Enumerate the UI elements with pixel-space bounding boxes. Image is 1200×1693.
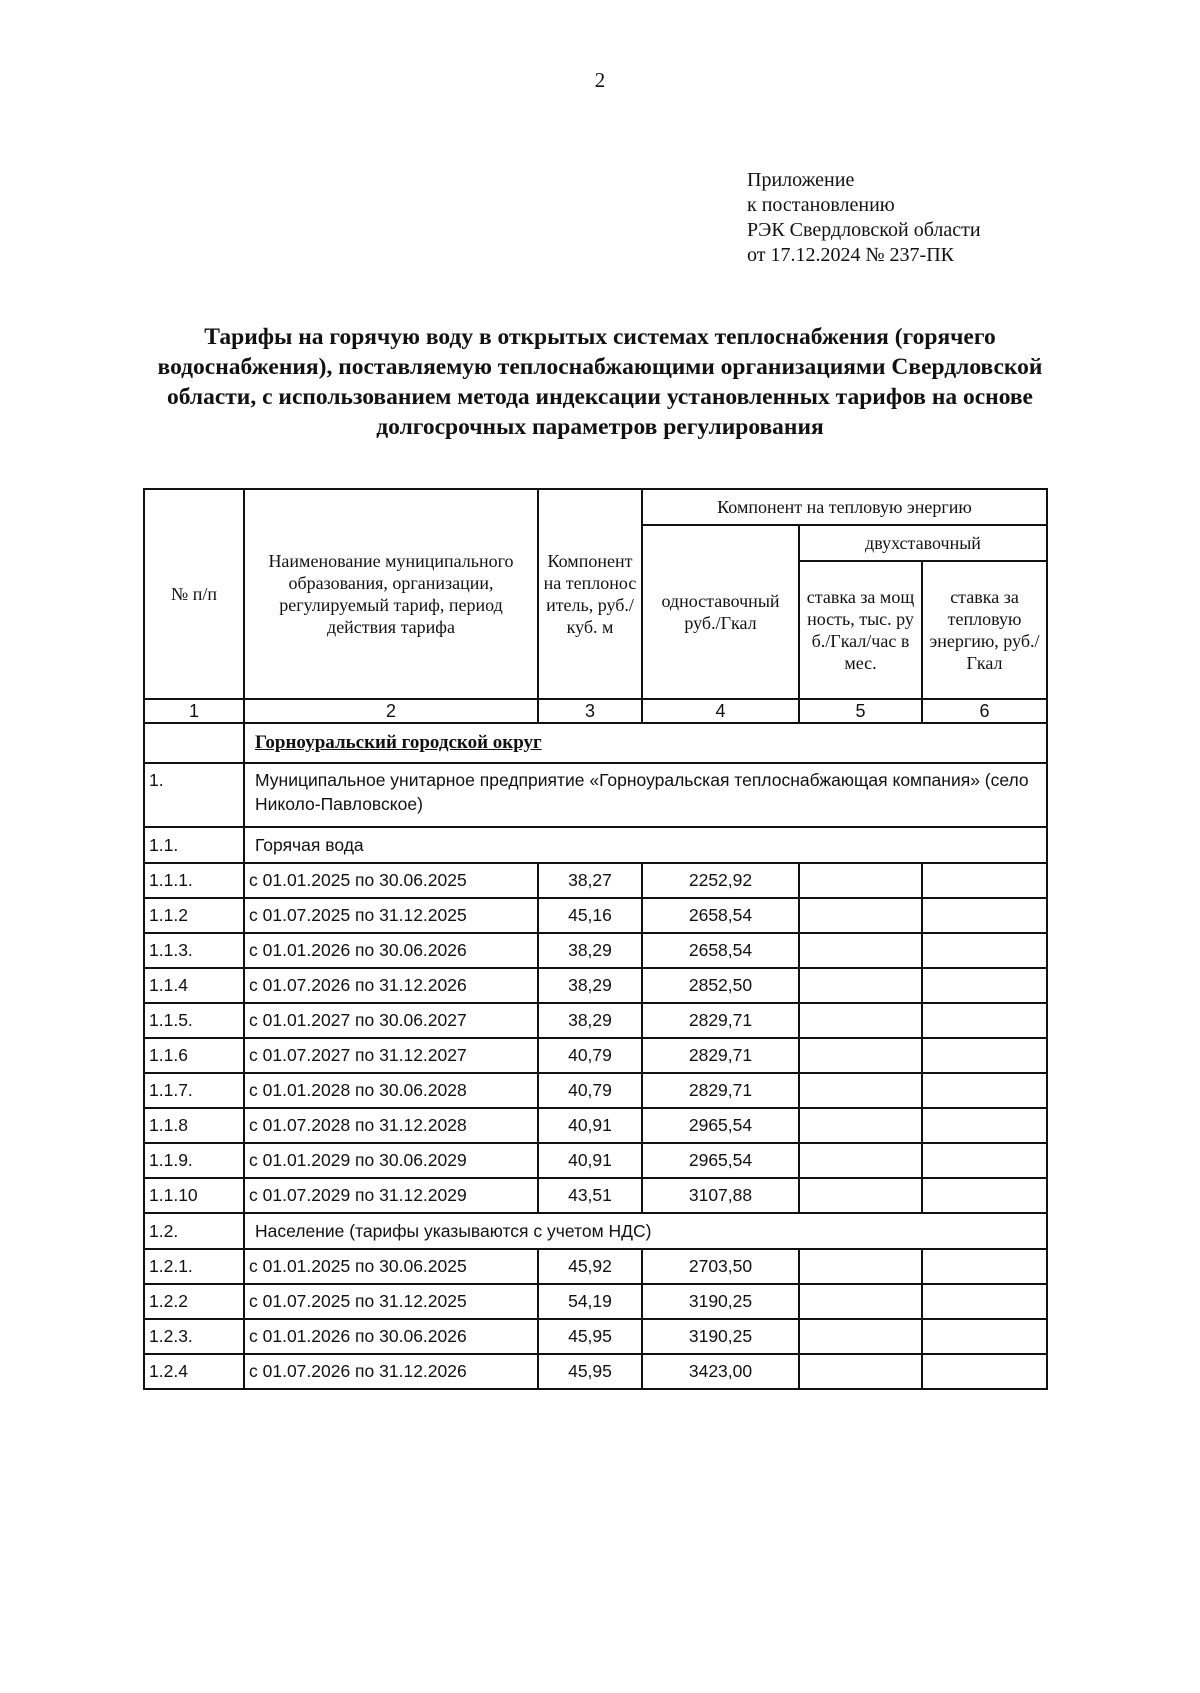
row-energy-rate — [922, 1108, 1047, 1143]
table-row — [144, 863, 1047, 898]
row-carrier-component: 38,29 — [538, 968, 642, 1003]
header-energy-group: Компонент на тепловую энергию — [642, 489, 1047, 525]
table-row — [144, 1178, 1047, 1213]
org-name: Муниципальное унитарное предприятие «Горноуральская теплоснабжающая компания» (село Николо-Павловское) — [244, 763, 1047, 827]
row-carrier-component: 45,92 — [538, 1249, 642, 1284]
row-period: с 01.01.2027 по 30.06.2027 — [244, 1003, 538, 1038]
row-capacity-rate — [799, 1319, 922, 1354]
row-energy-rate — [922, 1354, 1047, 1389]
column-number: 2 — [244, 699, 538, 723]
row-carrier-component: 38,29 — [538, 1003, 642, 1038]
row-capacity-rate — [799, 1178, 922, 1213]
row-num: 1.1.1. — [144, 863, 244, 898]
appendix-line: Приложение — [747, 169, 855, 191]
row-energy-rate — [922, 1038, 1047, 1073]
row-energy-rate — [922, 968, 1047, 1003]
table-row — [144, 1038, 1047, 1073]
row-num: 1.1.6 — [144, 1038, 244, 1073]
table-row — [144, 1354, 1047, 1389]
row-single-rate: 2252,92 — [642, 863, 799, 898]
row-period: с 01.07.2029 по 31.12.2029 — [244, 1178, 538, 1213]
row-capacity-rate — [799, 1143, 922, 1178]
row-capacity-rate — [799, 1073, 922, 1108]
document-title: Тарифы на горячую воду в открытых системах теплоснабжения (горячего водоснабжения), поставляемую теплоснабжающими организациями Свердловской области, с использованием метода индексации установленных тарифов на основе долгосрочных параметров регулирования — [157, 324, 1043, 440]
row-num: 1.1.3. — [144, 933, 244, 968]
table-row — [144, 898, 1047, 933]
row-capacity-rate — [799, 1108, 922, 1143]
row-period: с 01.07.2027 по 31.12.2027 — [244, 1038, 538, 1073]
column-number: 3 — [538, 699, 642, 723]
column-number: 6 — [922, 699, 1047, 723]
header-single-rate: одноставочный руб./Гкал — [642, 525, 799, 699]
row-carrier-component: 40,79 — [538, 1073, 642, 1108]
row-period: с 01.07.2026 по 31.12.2026 — [244, 968, 538, 1003]
row-period: с 01.07.2026 по 31.12.2026 — [244, 1354, 538, 1389]
table-row — [144, 1319, 1047, 1354]
org-num: 1. — [144, 763, 244, 827]
row-num: 1.1.4 — [144, 968, 244, 1003]
row-capacity-rate — [799, 898, 922, 933]
row-num: 1.2.2 — [144, 1284, 244, 1319]
row-energy-rate — [922, 1319, 1047, 1354]
row-capacity-rate — [799, 1249, 922, 1284]
row-energy-rate — [922, 863, 1047, 898]
row-carrier-component: 54,19 — [538, 1284, 642, 1319]
row-single-rate: 2658,54 — [642, 898, 799, 933]
table-row — [144, 1284, 1047, 1319]
row-num: 1.2.3. — [144, 1319, 244, 1354]
row-energy-rate — [922, 898, 1047, 933]
group-num: 1.1. — [144, 827, 244, 863]
row-period: с 01.01.2026 по 30.06.2026 — [244, 1319, 538, 1354]
appendix-note — [747, 168, 981, 268]
row-single-rate: 2852,50 — [642, 968, 799, 1003]
row-carrier-component: 38,29 — [538, 933, 642, 968]
row-carrier-component: 43,51 — [538, 1178, 642, 1213]
row-period: с 01.07.2025 по 31.12.2025 — [244, 898, 538, 933]
row-single-rate: 3423,00 — [642, 1354, 799, 1389]
row-carrier-component: 45,95 — [538, 1354, 642, 1389]
header-energy-rate: ставка за тепловую энергию, руб./Гкал — [922, 561, 1047, 699]
row-period: с 01.01.2025 по 30.06.2025 — [244, 863, 538, 898]
row-period: с 01.01.2029 по 30.06.2029 — [244, 1143, 538, 1178]
row-capacity-rate — [799, 968, 922, 1003]
row-single-rate: 3190,25 — [642, 1284, 799, 1319]
row-single-rate: 3190,25 — [642, 1319, 799, 1354]
group-label: Население (тарифы указываются с учетом НДС) — [244, 1213, 1047, 1249]
row-energy-rate — [922, 1143, 1047, 1178]
row-energy-rate — [922, 1003, 1047, 1038]
tariff-table — [143, 488, 1048, 1390]
header-capacity-rate: ставка за мощность, тыс. руб./Гкал/час в мес. — [799, 561, 922, 699]
row-carrier-component: 40,79 — [538, 1038, 642, 1073]
row-num: 1.1.5. — [144, 1003, 244, 1038]
row-single-rate: 2829,71 — [642, 1003, 799, 1038]
column-number: 1 — [144, 699, 244, 723]
header-name: Наименование муниципального образования, организации, регулируемый тариф, период действия тарифа — [244, 489, 538, 699]
column-number: 4 — [642, 699, 799, 723]
row-period: с 01.07.2025 по 31.12.2025 — [244, 1284, 538, 1319]
row-period: с 01.01.2025 по 30.06.2025 — [244, 1249, 538, 1284]
row-carrier-component: 38,27 — [538, 863, 642, 898]
row-single-rate: 3107,88 — [642, 1178, 799, 1213]
row-num: 1.2.1. — [144, 1249, 244, 1284]
table-row — [144, 933, 1047, 968]
row-single-rate: 2658,54 — [642, 933, 799, 968]
row-energy-rate — [922, 1178, 1047, 1213]
row-carrier-component: 40,91 — [538, 1108, 642, 1143]
row-single-rate: 2965,54 — [642, 1143, 799, 1178]
row-single-rate: 2703,50 — [642, 1249, 799, 1284]
row-carrier-component: 45,16 — [538, 898, 642, 933]
row-energy-rate — [922, 1073, 1047, 1108]
row-carrier-component: 40,91 — [538, 1143, 642, 1178]
appendix-line: от 17.12.2024 № 237-ПК — [747, 244, 955, 266]
row-capacity-rate — [799, 933, 922, 968]
row-period: с 01.07.2028 по 31.12.2028 — [244, 1108, 538, 1143]
table-row — [144, 968, 1047, 1003]
row-capacity-rate — [799, 863, 922, 898]
row-single-rate: 2829,71 — [642, 1038, 799, 1073]
row-num: 1.1.8 — [144, 1108, 244, 1143]
row-single-rate: 2829,71 — [642, 1073, 799, 1108]
table-row — [144, 1108, 1047, 1143]
header-carrier: Компонент на теплоноситель, руб./куб. м — [538, 489, 642, 699]
group-num: 1.2. — [144, 1213, 244, 1249]
row-num: 1.2.4 — [144, 1354, 244, 1389]
group-label: Горячая вода — [244, 827, 1047, 863]
row-energy-rate — [922, 933, 1047, 968]
row-num: 1.1.7. — [144, 1073, 244, 1108]
header-two-rate: двухставочный — [799, 525, 1047, 561]
row-num: 1.1.2 — [144, 898, 244, 933]
row-energy-rate — [922, 1249, 1047, 1284]
row-capacity-rate — [799, 1003, 922, 1038]
row-period: с 01.01.2028 по 30.06.2028 — [244, 1073, 538, 1108]
appendix-line: РЭК Свердловской области — [747, 219, 981, 241]
section-title: Горноуральский городской округ — [244, 723, 1047, 763]
row-carrier-component: 45,95 — [538, 1319, 642, 1354]
row-capacity-rate — [799, 1038, 922, 1073]
row-num: 1.1.9. — [144, 1143, 244, 1178]
table-row — [144, 1249, 1047, 1284]
row-single-rate: 2965,54 — [642, 1108, 799, 1143]
table-row — [144, 1143, 1047, 1178]
page-number: 2 — [594, 68, 606, 92]
appendix-line: к постановлению — [747, 194, 895, 216]
row-capacity-rate — [799, 1354, 922, 1389]
row-period: с 01.01.2026 по 30.06.2026 — [244, 933, 538, 968]
section-num-empty — [144, 723, 244, 763]
table-row — [144, 1073, 1047, 1108]
column-number: 5 — [799, 699, 922, 723]
table-row — [144, 1003, 1047, 1038]
row-num: 1.1.10 — [144, 1178, 244, 1213]
row-energy-rate — [922, 1284, 1047, 1319]
header-num: № п/п — [144, 489, 244, 699]
row-capacity-rate — [799, 1284, 922, 1319]
